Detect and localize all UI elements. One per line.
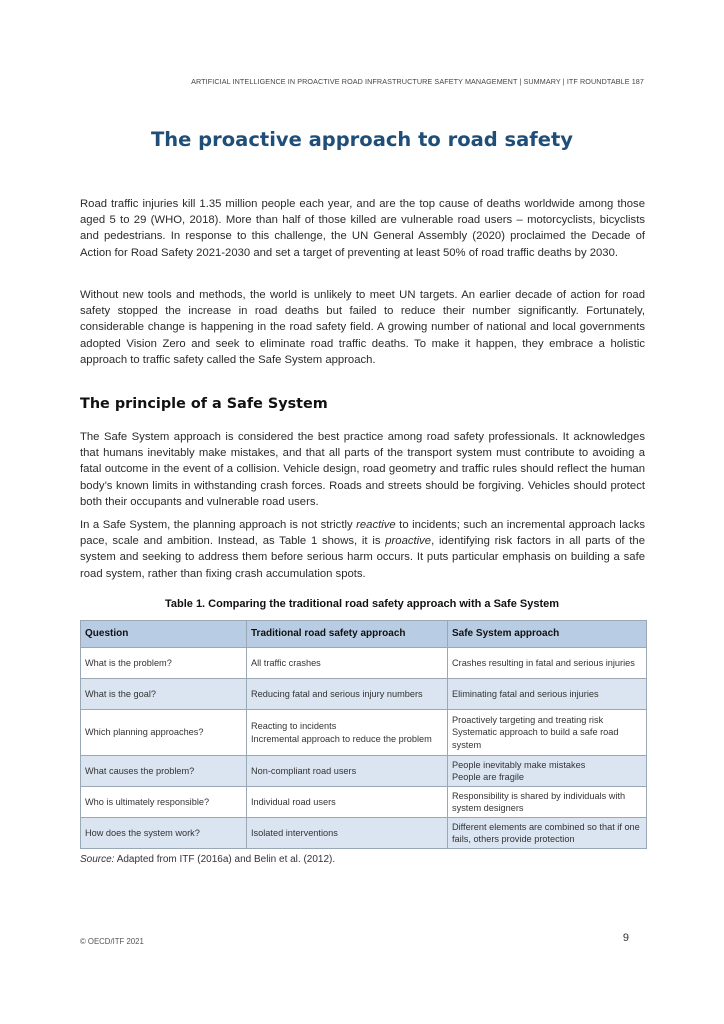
cell-line: Responsibility is shared by individuals with system designers	[452, 790, 626, 813]
emphasis-proactive: proactive	[385, 535, 432, 548]
cell-line: Eliminating fatal and serious injuries	[452, 688, 599, 699]
table-caption: Table 1. Comparing the traditional road safety approach with a Safe System	[164, 598, 560, 610]
traditional-cell	[247, 710, 448, 756]
section-paragraph-2	[80, 517, 645, 582]
cell-line: Crashes resulting in fatal and serious injuries	[452, 657, 635, 668]
cell-line: People are fragile	[452, 772, 525, 782]
page-number: 9	[622, 932, 629, 944]
footer-copyright: © OECD/ITF 2021	[80, 937, 144, 946]
section-paragraph-1: The Safe System approach is considered the best practice among road safety professionals. It acknowledges that humans inevitably make mistakes, and that all parts of the transport system must contribute to avoiding a fatal outcome in the event of a collision. Vehicle design, road geometry and traffic rules should reflect the human body’s known limits in withstanding crash forces. Roads and streets should be forgiving. Vehicles should protect both their occupants and vulnerable road users.	[80, 431, 645, 508]
traditional-cell	[247, 818, 448, 849]
cell-line: Reducing fatal and serious injury numbers	[251, 688, 423, 699]
emphasis-reactive: reactive	[356, 519, 396, 531]
intro-paragraph-2: Without new tools and methods, the world is unlikely to meet UN targets. An earlier decade of action for road safety stopped the increase in road deaths but failed to reduce their number significantly. Fortunately, considerable change is happening in the road safety field. A growing number of national and local governments adopted Vision Zero and seek to eliminate road traffic deaths. To make it happen, they embrace a holistic approach to traffic safety called the Safe System approach.	[80, 289, 645, 366]
cell-line: Different elements are combined so that if one fails, others provide protection	[452, 821, 640, 844]
safe-system-cell	[448, 679, 647, 710]
column-header-safe-system: Safe System approach	[448, 621, 647, 648]
cell-line: All traffic crashes	[251, 657, 321, 668]
intro-paragraph-1: Road traffic injuries kill 1.35 million people each year, and are the top cause of deaths worldwide among those aged 5 to 29 (WHO, 2018). More than half of those killed are vulnerable road users – motorcyclists, bicyclists and pedestrians. In response to this challenge, the UN General Assembly (2020) proclaimed the Decade of Action for Road Safety 2021-2030 and set a target of preventing at least 50% of road traffic deaths by 2030.	[80, 198, 645, 259]
traditional-cell	[247, 648, 448, 679]
safe-system-cell	[448, 710, 647, 756]
table-row	[81, 679, 647, 710]
column-header-traditional: Traditional road safety approach	[247, 621, 448, 648]
traditional-cell	[247, 787, 448, 818]
cell-line: People inevitably make mistakes	[452, 759, 586, 770]
paragraph-text: In a Safe System, the planning approach is not strictly	[80, 519, 357, 531]
cell-line: Systematic approach to build a safe road system	[452, 727, 619, 750]
cell-line: Individual road users	[251, 796, 336, 807]
source-text: Adapted from ITF (2016a) and Belin et al. (2012).	[114, 854, 336, 865]
traditional-cell	[247, 756, 448, 787]
paragraph-text: to incidents; such an incremental approach lacks pace, scale and ambition. Instead, as Table 1 shows, it is	[80, 519, 645, 548]
table-row	[81, 710, 647, 756]
traditional-cell	[247, 679, 448, 710]
safe-system-cell	[448, 648, 647, 679]
cell-line: Proactively targeting and treating risk	[452, 714, 604, 725]
question-cell: What is the goal?	[81, 679, 247, 710]
question-cell: Who is ultimately responsible?	[81, 787, 247, 818]
safe-system-cell	[448, 818, 647, 849]
column-header-question: Question	[81, 621, 247, 648]
table-row	[81, 648, 647, 679]
table-row	[81, 787, 647, 818]
comparison-table	[80, 620, 647, 849]
cell-line: Non-compliant road users	[251, 765, 357, 776]
table-source-note	[80, 854, 335, 865]
cell-line: Isolated interventions	[251, 827, 338, 838]
question-cell: How does the system work?	[81, 818, 247, 849]
safe-system-cell	[448, 787, 647, 818]
question-cell: What is the problem?	[81, 648, 247, 679]
source-label: Source:	[80, 854, 115, 865]
page-title: The proactive approach to road safety	[150, 128, 574, 151]
question-cell: Which planning approaches?	[81, 710, 247, 756]
table-row	[81, 818, 647, 849]
running-header: ARTIFICIAL INTELLIGENCE IN PROACTIVE ROAD INFRASTRUCTURE SAFETY MANAGEMENT | SUMMARY | ITF ROUNDTABLE 187	[191, 77, 644, 86]
table-header-row	[81, 621, 647, 648]
question-cell: What causes the problem?	[81, 756, 247, 787]
section-heading: The principle of a Safe System	[80, 396, 328, 412]
safe-system-cell	[448, 756, 647, 787]
cell-line: Reacting to incidents	[251, 721, 337, 731]
paragraph-text: , identifying risk factors in all parts of the system and seeking to address them before serious harm occurs. It puts particular emphasis on building a safe road system, rather than fixing crash accumulation spots.	[80, 535, 645, 580]
table-row	[81, 756, 647, 787]
cell-line: Incremental approach to reduce the problem	[251, 733, 432, 744]
